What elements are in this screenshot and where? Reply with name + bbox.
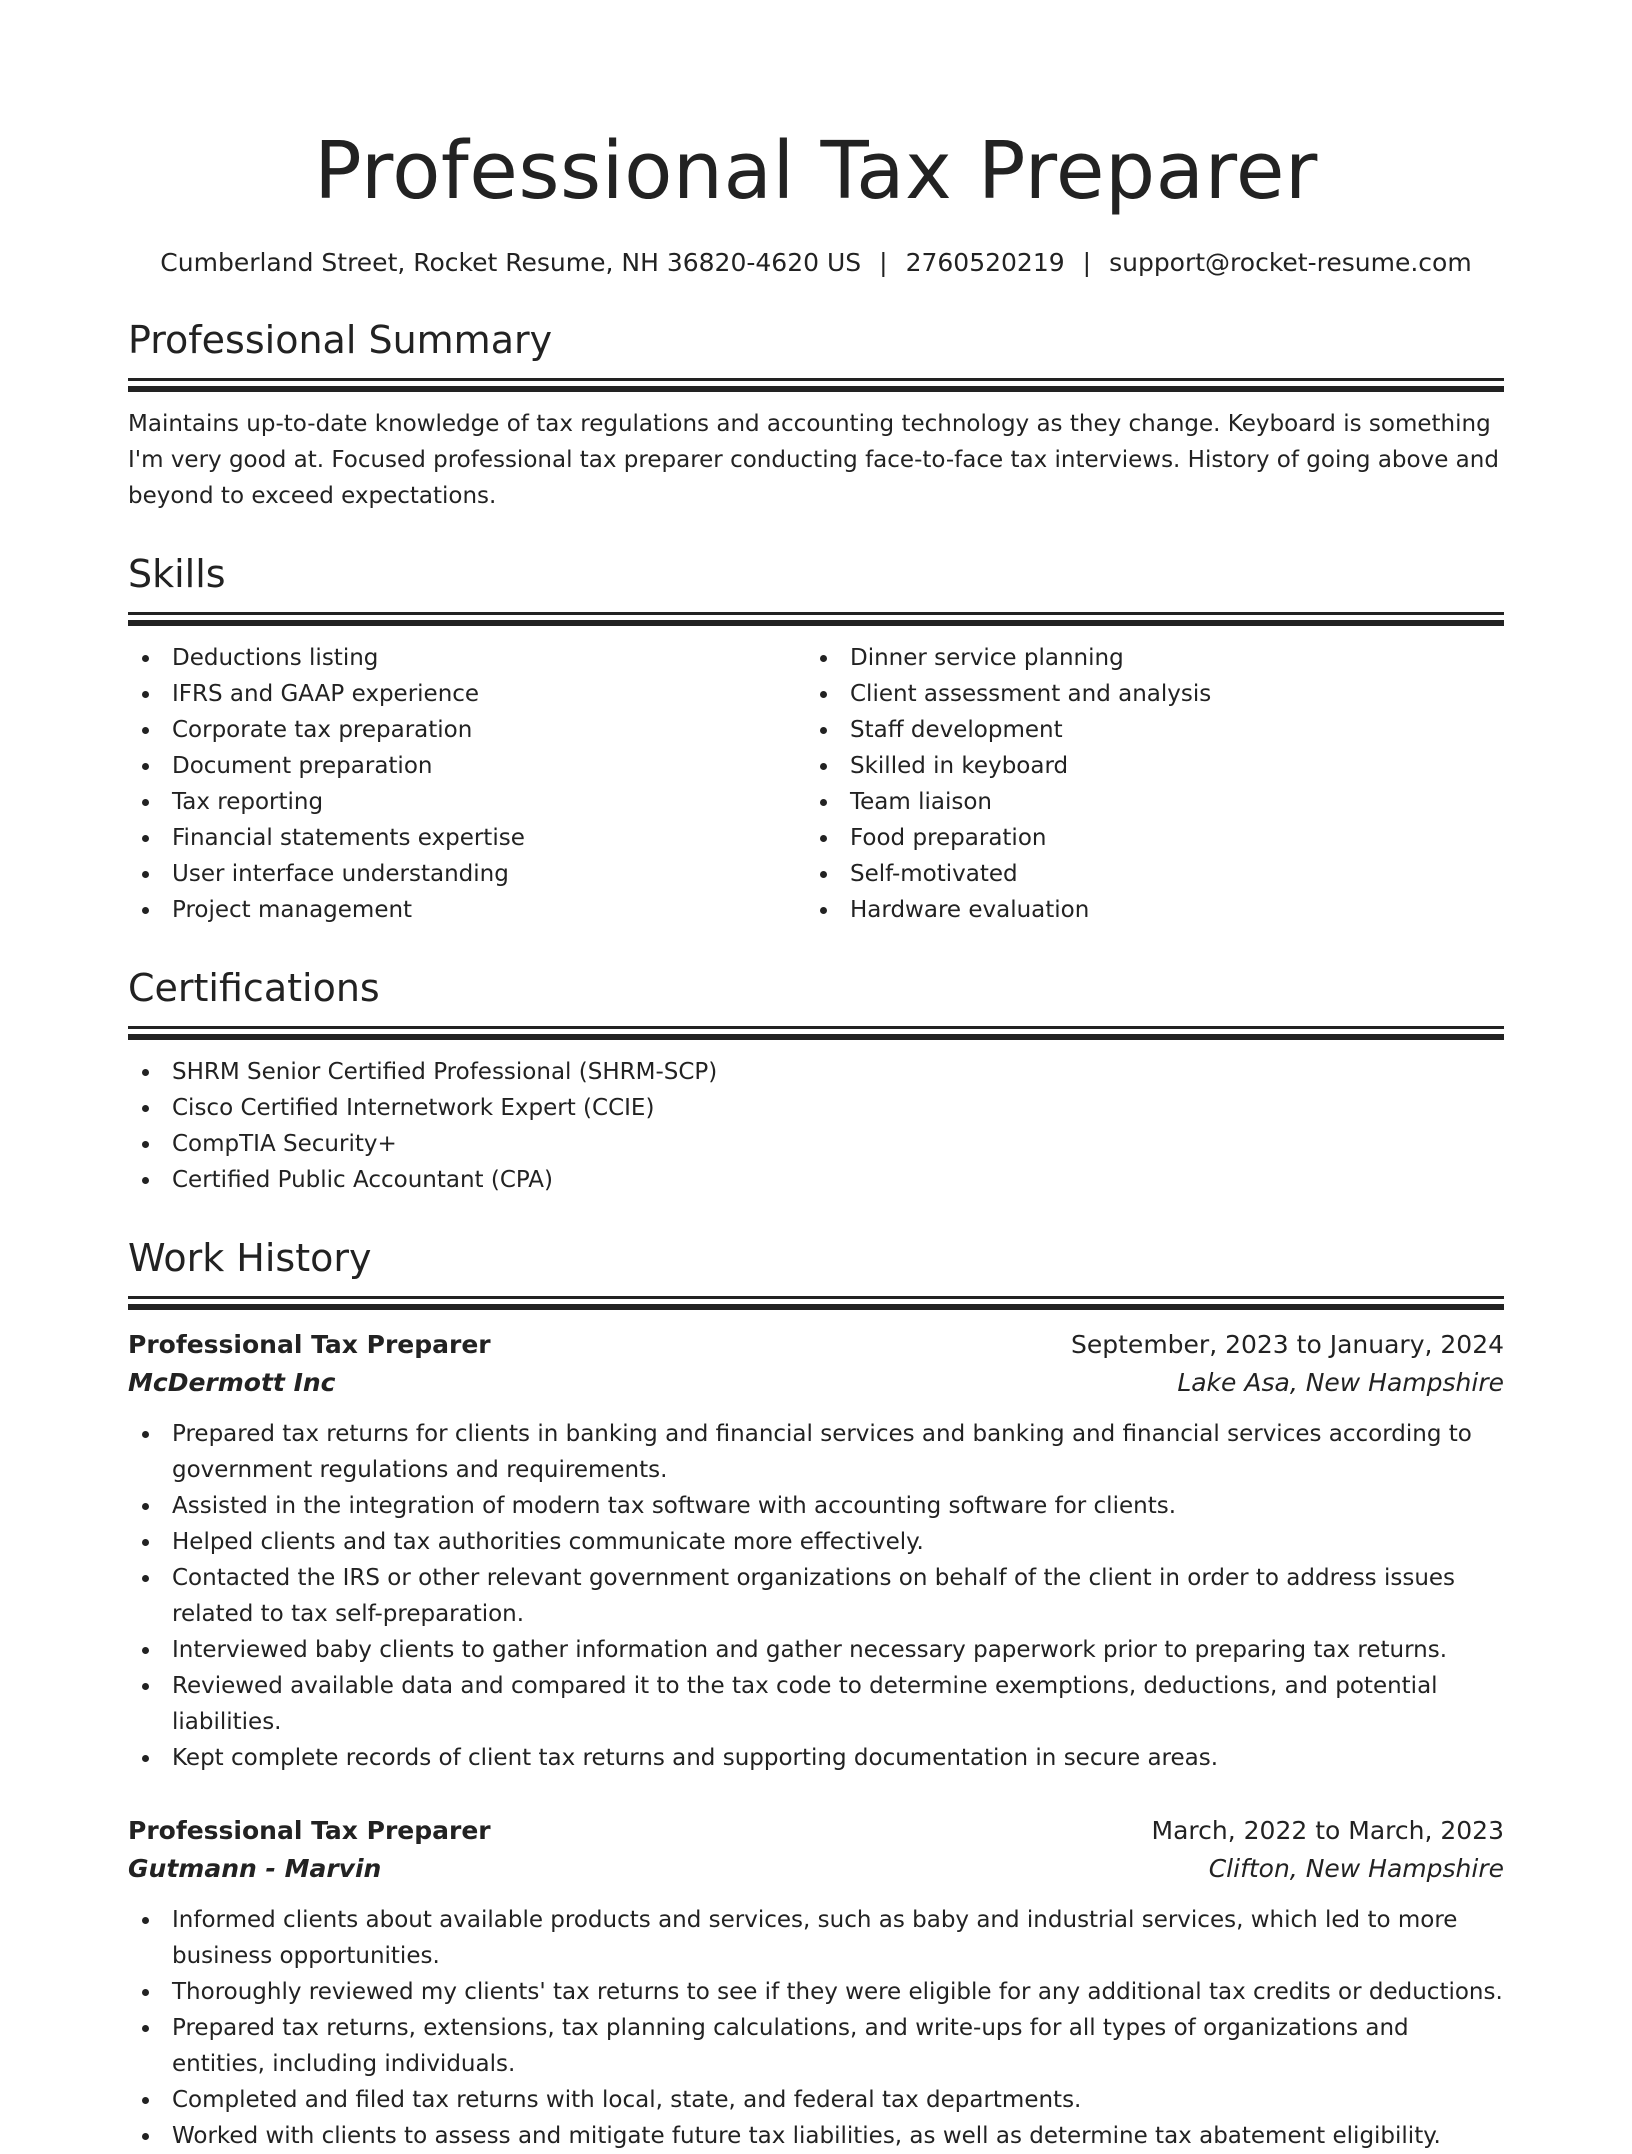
job-title: Professional Tax Preparer bbox=[128, 1330, 491, 1359]
skill-item: Skilled in keyboard bbox=[806, 748, 1504, 784]
skill-item: Dinner service planning bbox=[806, 640, 1504, 676]
job-company: McDermott Inc bbox=[128, 1368, 336, 1397]
work-history-heading: Work History bbox=[128, 1236, 372, 1280]
certifications-section bbox=[128, 964, 1504, 1198]
job-dates: March, 2022 to March, 2023 bbox=[1151, 1816, 1504, 1845]
skill-item: Food preparation bbox=[806, 820, 1504, 856]
certification-item: Certified Public Accountant (CPA) bbox=[128, 1162, 1504, 1198]
job-bullet: Helped clients and tax authorities communicate more effectively. bbox=[128, 1524, 1504, 1560]
job-bullet: Reviewed available data and compared it to the tax code to determine exemptions, deductions, and potential liabilities. bbox=[128, 1668, 1504, 1740]
skills-grid bbox=[128, 640, 1504, 928]
section-rule-thick bbox=[128, 1034, 1504, 1040]
certification-item: CompTIA Security+ bbox=[128, 1126, 1504, 1162]
contact-email: support@rocket-resume.com bbox=[1109, 248, 1472, 277]
job-title: Professional Tax Preparer bbox=[128, 1816, 491, 1845]
skills-section bbox=[128, 550, 1504, 928]
contact-line bbox=[128, 246, 1504, 280]
job-bullet: Assisted in the integration of modern tax software with accounting software for clients. bbox=[128, 1488, 1504, 1524]
skill-item: Client assessment and analysis bbox=[806, 676, 1504, 712]
skill-item: Financial statements expertise bbox=[128, 820, 806, 856]
job-bullets bbox=[128, 1902, 1504, 2154]
section-rule-thick bbox=[128, 620, 1504, 626]
skill-item: Team liaison bbox=[806, 784, 1504, 820]
summary-text: Maintains up-to-date knowledge of tax regulations and accounting technology as they change. Keyboard is something I'm very good at. Focused professional tax preparer conducting face-to-face tax interviews. History of going above and beyond to exceed expectations. bbox=[128, 411, 1499, 509]
skill-item: Project management bbox=[128, 892, 806, 928]
skills-list-right bbox=[806, 640, 1504, 928]
skills-heading: Skills bbox=[128, 552, 226, 596]
job-bullet: Completed and filed tax returns with local, state, and federal tax departments. bbox=[128, 2082, 1504, 2118]
job-company-row bbox=[128, 1364, 1504, 1402]
skill-item: Tax reporting bbox=[128, 784, 806, 820]
job-location: Clifton, New Hampshire bbox=[1208, 1854, 1504, 1883]
certifications-list bbox=[128, 1054, 1504, 1198]
job-header-row bbox=[128, 1326, 1504, 1364]
job-entry bbox=[128, 1326, 1504, 1776]
job-bullet: Prepared tax returns, extensions, tax planning calculations, and write-ups for all types of organizations and entities, including individuals. bbox=[128, 2010, 1504, 2082]
job-bullet: Contacted the IRS or other relevant government organizations on behalf of the client in order to address issues related to tax self-preparation. bbox=[128, 1560, 1504, 1632]
contact-separator: | bbox=[1082, 248, 1092, 277]
work-history-section bbox=[128, 1234, 1504, 2154]
contact-separator: | bbox=[879, 248, 888, 277]
job-bullets bbox=[128, 1416, 1504, 1776]
job-bullet: Thoroughly reviewed my clients' tax returns to see if they were eligible for any additional tax credits or deductions. bbox=[128, 1974, 1504, 2010]
job-header-row bbox=[128, 1812, 1504, 1850]
section-rule-thick bbox=[128, 1304, 1504, 1310]
job-bullet: Informed clients about available products and services, such as baby and industrial services, which led to more business opportunities. bbox=[128, 1902, 1504, 1974]
job-bullet: Interviewed baby clients to gather information and gather necessary paperwork prior to preparing tax returns. bbox=[128, 1632, 1504, 1668]
section-rule-thick bbox=[128, 386, 1504, 392]
skill-item: User interface understanding bbox=[128, 856, 806, 892]
skill-item: IFRS and GAAP experience bbox=[128, 676, 806, 712]
job-bullet: Worked with clients to assess and mitigate future tax liabilities, as well as determine tax abatement eligibility. bbox=[128, 2118, 1504, 2154]
skill-item: Corporate tax preparation bbox=[128, 712, 806, 748]
job-entry bbox=[128, 1812, 1504, 2154]
job-company: Gutmann - Marvin bbox=[128, 1854, 382, 1883]
section-rule-thin bbox=[128, 378, 1504, 381]
section-rule-thin bbox=[128, 1296, 1504, 1299]
section-rule-thin bbox=[128, 612, 1504, 615]
job-dates: September, 2023 to January, 2024 bbox=[1071, 1330, 1504, 1359]
skill-item: Deductions listing bbox=[128, 640, 806, 676]
job-bullet: Prepared tax returns for clients in banking and financial services and banking and financial services according to government regulations and requirements. bbox=[128, 1416, 1504, 1488]
summary-section bbox=[128, 316, 1504, 514]
skill-item: Staff development bbox=[806, 712, 1504, 748]
section-rule-thin bbox=[128, 1026, 1504, 1029]
certifications-heading: Certifications bbox=[128, 966, 380, 1010]
contact-phone: 2760520219 bbox=[905, 248, 1065, 277]
certification-item: Cisco Certified Internetwork Expert (CCIE) bbox=[128, 1090, 1504, 1126]
skill-item: Document preparation bbox=[128, 748, 806, 784]
skills-list-left bbox=[128, 640, 806, 928]
skill-item: Hardware evaluation bbox=[806, 892, 1504, 928]
contact-address: Cumberland Street, Rocket Resume, NH 36820-4620 US bbox=[160, 248, 862, 277]
resume-name: Professional Tax Preparer bbox=[314, 125, 1318, 217]
job-bullet: Kept complete records of client tax returns and supporting documentation in secure areas. bbox=[128, 1740, 1504, 1776]
skill-item: Self-motivated bbox=[806, 856, 1504, 892]
summary-heading: Professional Summary bbox=[128, 318, 553, 362]
job-location: Lake Asa, New Hampshire bbox=[1177, 1368, 1504, 1397]
job-company-row bbox=[128, 1850, 1504, 1888]
certification-item: SHRM Senior Certified Professional (SHRM-SCP) bbox=[128, 1054, 1504, 1090]
